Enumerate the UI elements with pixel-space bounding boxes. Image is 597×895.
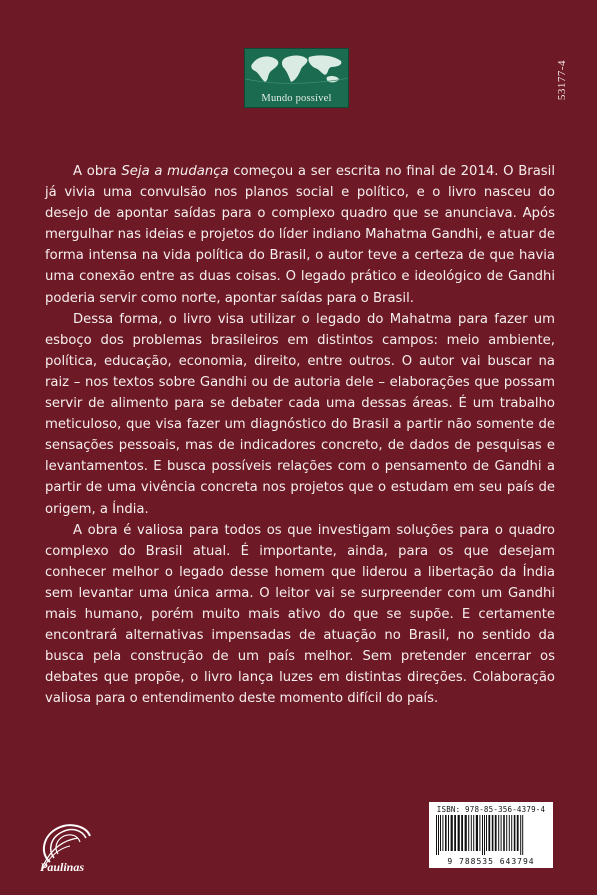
barcode-bar <box>458 815 460 851</box>
side-code: 53177-4 <box>556 60 568 101</box>
paragraph-2: Dessa forma, o livro visa utilizar o legado do Mahatma para fazer um esboço dos problemas brasileiros em distintos campos: meio ambiente, política, educação, economia, direito, entre outros. O autor vai buscar na raiz – nos textos sobre Gandhi ou de autoria dele – elaborações que possam servir de alimento para se debater cada uma dessas áreas. É um trabalho meticuloso, que visa fazer um diagnóstico do Brasil a partir não somente de sensações pessoais, mas de indicadores concreto, de dados de pesquisas e levantamentos. E busca possíveis relações com o pensamento de Gandhi a partir de uma vivência concreta nos projetos que o estudam em seu país de origem, a Índia. <box>45 311 555 517</box>
barcode-bar <box>468 815 469 851</box>
logo-text: Mundo possível <box>261 93 332 104</box>
barcode-bar <box>461 815 463 851</box>
barcode-bar <box>471 815 472 851</box>
back-cover-text <box>45 161 555 709</box>
barcode <box>429 802 553 868</box>
isbn-label: ISBN: 978-85-356-4379-4 <box>436 805 546 814</box>
barcode-bar <box>488 815 490 851</box>
barcode-bar <box>436 815 437 855</box>
mundo-possivel-logo <box>244 48 349 108</box>
barcode-bar <box>438 815 439 855</box>
barcode-bar <box>514 815 516 851</box>
paragraph-3: A obra é valiosa para todos os que investigam soluções para o quadro complexo do Brasil atual. É importante, ainda, para os que desejam conhecer melhor o legado desse homem que liderou a libertação da Índia sem levantar uma única arma. O leitor vai se surpreender com um Gandhi mais humano, porém muito mais ativo do que se supõe. E certamente encontrará alternativas impensadas de atuação no Brasil, no sentido da busca pela construção de um país melhor. Sem pretender encerrar os debates que propõe, o livro lança luzes em distintas direções. Colaboração valiosa para o entendimento deste momento difícil do país. <box>45 522 555 707</box>
barcode-bar <box>440 815 441 851</box>
barcode-bar <box>479 815 480 851</box>
paragraph-1: A obra Seja a mudança começou a ser escrita no final de 2014. O Brasil já vivia uma convulsão nos planos social e político, e o livro nasceu do desejo de apontar saídas para o complexo quadro que se anunciava. Após mergulhar nas ideias e projetos do líder indiano Mahatma Gandhi, e atuar de forma intensa na vida política do Brasil, o autor teve a certeza de que havia uma conexão entre as duas coisas. O legado prático e ideológico de Gandhi poderia servir como norte, apontar saídas para o Brasil. <box>45 164 555 306</box>
barcode-bar <box>495 815 497 851</box>
barcode-bar <box>503 815 505 851</box>
barcode-bar <box>517 815 519 851</box>
barcode-bar <box>509 815 510 851</box>
barcode-bars <box>435 815 547 855</box>
barcode-bar <box>473 815 474 851</box>
barcode-bar <box>486 815 487 851</box>
barcode-bar <box>501 815 502 851</box>
barcode-bar <box>498 815 499 851</box>
barcode-bar <box>520 815 521 855</box>
barcode-bar <box>451 815 453 851</box>
barcode-bar <box>522 815 523 855</box>
barcode-digits: 9 788535 643794 <box>447 857 535 866</box>
book-title: Seja a mudança <box>121 164 229 179</box>
barcode-bar <box>482 815 483 855</box>
barcode-bar <box>442 815 443 851</box>
publisher-name: Paulinas <box>40 860 85 874</box>
barcode-bar <box>448 815 449 851</box>
barcode-bar <box>445 815 447 851</box>
barcode-bar <box>484 815 485 855</box>
barcode-bar <box>476 815 478 851</box>
barcode-bar <box>506 815 507 851</box>
world-map-icon <box>245 49 348 89</box>
barcode-bar <box>465 815 467 851</box>
barcode-bar <box>492 815 494 851</box>
barcode-bar <box>454 815 456 851</box>
barcode-bar <box>511 815 512 851</box>
